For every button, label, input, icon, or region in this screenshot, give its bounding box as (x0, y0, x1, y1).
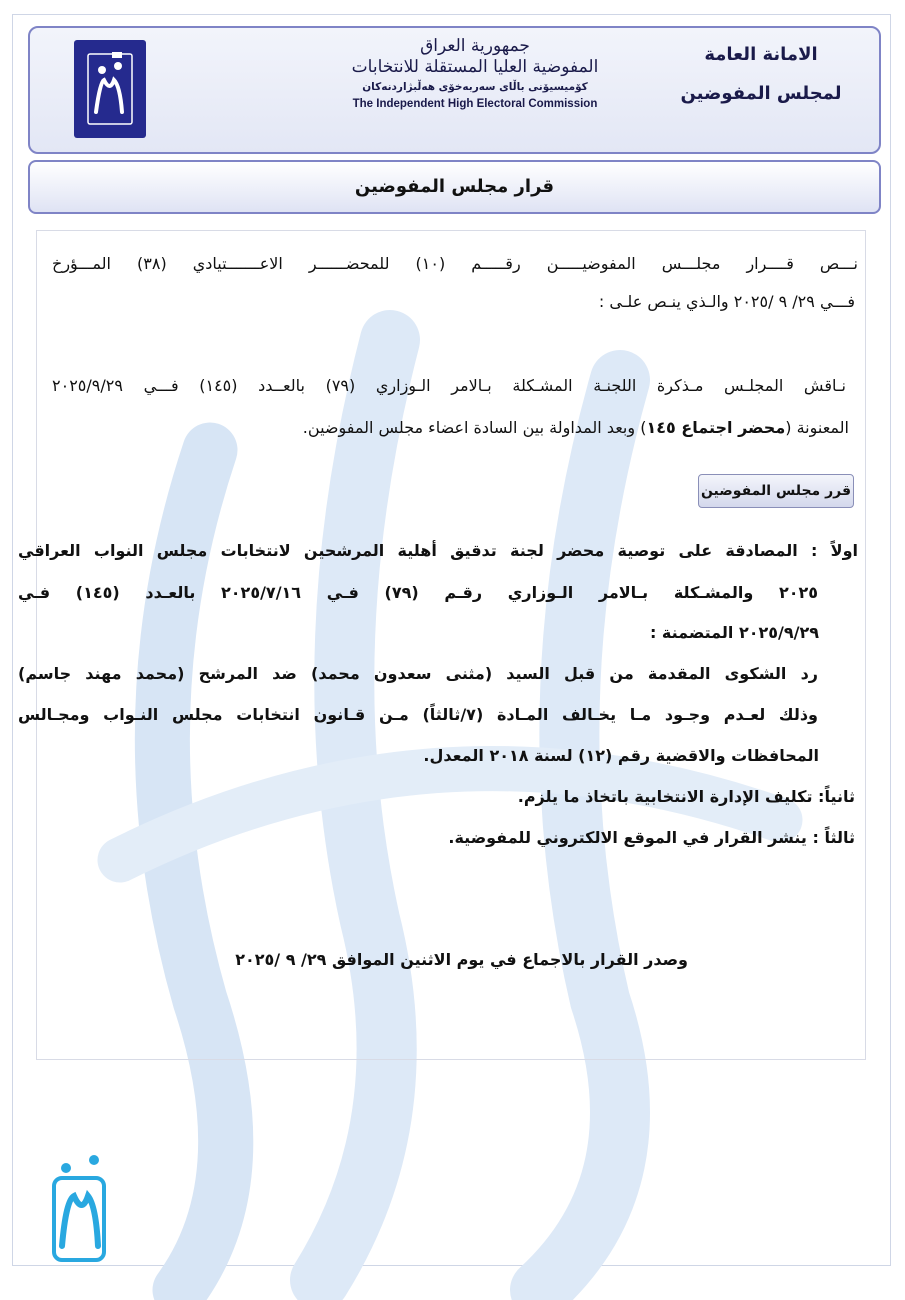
discussion-line-1: نـاقش المجلـس مـذكرة اللجنـة المشـكلة بـالامر الـوزاري (٧٩) بالعــدد (١٤٥) فـــي ٢٠٢٥/٩/٢٩ (52, 376, 846, 395)
secretariat-line-1: الامانة العامة (704, 44, 818, 65)
complaint-line-3: المحافظات والاقضية رقم (١٢) لسنة ٢٠١٨ المعدل. (423, 746, 819, 765)
org-arabic-line-1: جمهورية العراق (420, 36, 530, 56)
complaint-line-1: رد الشكوى المقدمة من قبل السيد (مثنى سعدون محمد) ضد المرشح (محمد مهند جاسم) (18, 664, 818, 683)
decision-first-line-1: اولاً : المصادقة على توصية محضر لجنة تدقيق أهلية المرشحين لانتخابات مجلس النواب العراقي (18, 541, 858, 560)
org-kurdish: كۆمیسیۆنی باڵای سەربەخۆی هەڵبژاردنەکان (362, 81, 588, 93)
body-frame (36, 230, 866, 1060)
footer-logo (48, 1150, 110, 1262)
decision-third: ثالثاً : ينشر القرار في الموقع الالكتروني للمفوضية. (448, 828, 855, 847)
decision-title: قرار مجلس المفوضين (28, 160, 881, 214)
secretariat-label (671, 44, 851, 104)
discussion-line-2: المعنونة (محضر اجتماع ١٤٥) وبعد المداولة بين السادة اعضاء مجلس المفوضين. (302, 418, 849, 437)
org-arabic-line-2: المفوضية العليا المستقلة للانتخابات (351, 57, 599, 77)
decision-first-line-2: ٢٠٢٥ والمشـكلة بـالامر الـوزاري رقـم (٧٩) فـي ٢٠٢٥/٧/١٦ بالعـدد (١٤٥) فـي (18, 583, 818, 602)
decided-label: قرر مجلس المفوضين (698, 474, 854, 508)
organization-name (330, 36, 620, 112)
intro-line-2: فـــي ٢٩/ ٩ /٢٠٢٥ والـذي ينـص علـى : (598, 292, 855, 311)
commission-logo (74, 40, 146, 138)
decision-first-line-3: ٢٠٢٥/٩/٢٩ المتضمنة : (649, 623, 819, 642)
issued-date-line: وصدر القرار بالاجماع في يوم الاثنين الموافق ٢٩/ ٩ /٢٠٢٥ (235, 950, 688, 969)
intro-line-1: نـــص قــــرار مجلـــس المفوضيـــــن رقـــــم (١٠) للمحضــــــر الاعـــــــتيادي (٣٨) المـــؤرخ (52, 254, 859, 273)
secretariat-line-2: لمجلس المفوضين (680, 83, 842, 104)
complaint-line-2: وذلك لعـدم وجـود مـا يخـالف المـادة (٧/ثالثاً) مـن قـانون انتخابات مجلس النـواب ومجـالس (18, 705, 818, 724)
org-english: The Independent High Electoral Commission (352, 98, 598, 110)
header (28, 26, 881, 154)
decision-second: ثانياً: تكليف الإدارة الانتخابية باتخاذ ما يلزم. (517, 787, 855, 806)
meeting-minutes-ref: محضر اجتماع ١٤٥ (646, 418, 786, 437)
